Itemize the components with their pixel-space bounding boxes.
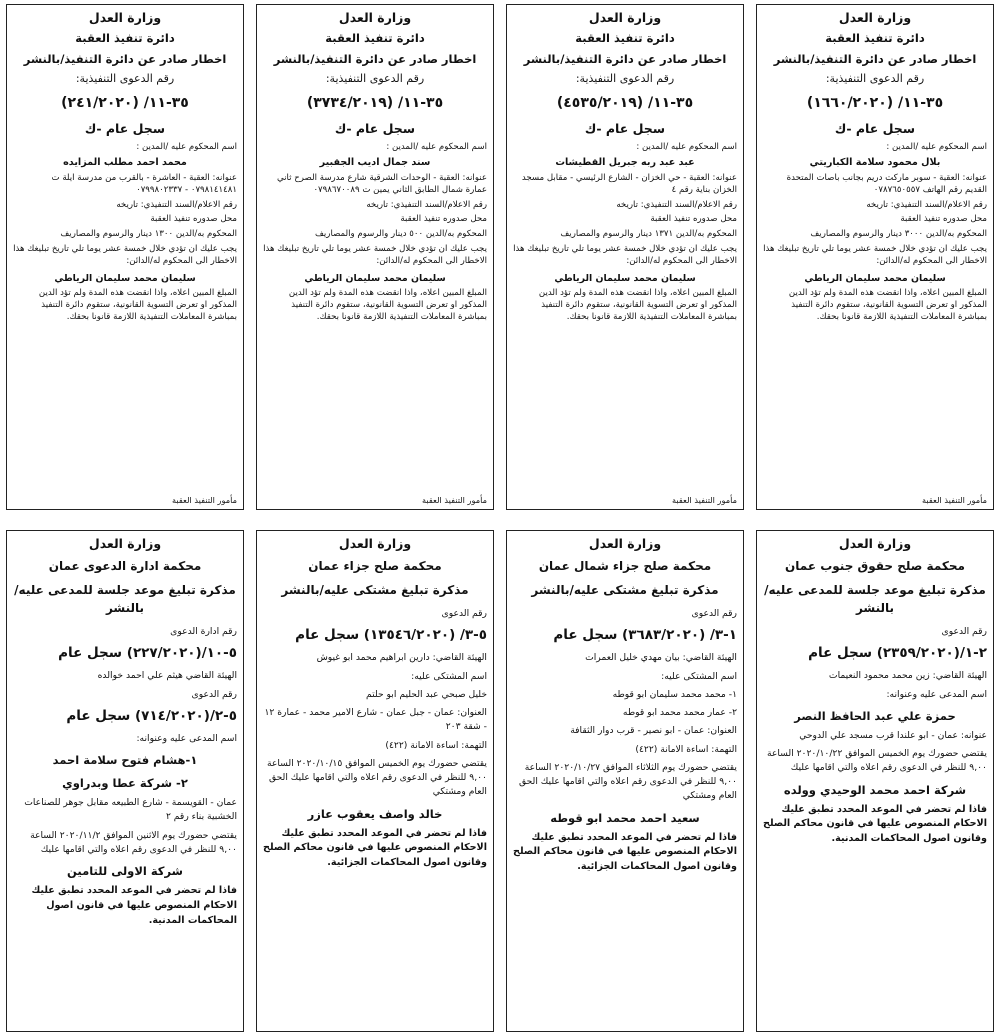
case-label: رقم الدعوى — [441, 608, 487, 619]
party-address: عنوانه: عمان - ابو علندا قرب مسجد علي الدوحي — [799, 729, 987, 741]
case-label: رقم الدعوى — [941, 626, 987, 637]
registry-type: سجل عام -ك — [84, 121, 166, 136]
defendant-label: اسم المحكوم عليه /المدين : — [636, 142, 737, 152]
case-number: ١-٣/ (٣٦٨٣/٢٠٢٠) سجل عام — [553, 627, 737, 644]
closing-text: المبلغ المبين اعلاه، واذا انقضت هذه المدة ولم تؤد الدين المذكور او تعرض التسوية القانونية، ستقوم دائرة التنفيذ بمباشرة المعاملات التنفيذية اللازمة قانونا بحقك. — [788, 287, 987, 322]
notice-title: مذكرة تبليغ موعد جلسة للمدعى عليه/بالنشر — [14, 583, 236, 615]
final-text: فاذا لم تحضر في الموعد المحدد تطبق عليك الاحكام المنصوص عليها في قانون محاكم الصلح وقانون اصول المحاكمات المدنية. — [763, 803, 987, 845]
court-name: محكمة ادارة الدعوى عمان — [48, 559, 202, 573]
judgment-amount: المحكوم به/الدين ١٣٧١ دينار والرسوم والمصاريف — [560, 229, 737, 240]
signature: مأمور التنفيذ العقبة — [672, 495, 737, 505]
party-name: ٢- شركة عطا وبدراوي — [62, 776, 188, 790]
notice-reference: رقم الاعلام/السند التنفيذي: تاريخه — [616, 199, 737, 210]
defendant-address: عنوانه: العقبة - العاشرة - بالقرب من مدرسة ايلة ت ٠٧٩٨١٤١٤٨١ - ٠٧٩٩٨٠٢٣٣٧ — [51, 172, 237, 195]
defendant-address: عنوانه: العقبة - سوبر ماركت دريم بجانب باصات المتحدة القديم رقم الهاتف ٠٧٨٧٦٥٠٥٥٧ — [786, 172, 987, 195]
summons-text: يقتضي حضورك يوم الثلاثاء الموافق ٢٠٢٠/١٠/٢٧ الساعة ٩,٠٠ للنظر في الدعوى رقم اعلاه والتي اقامها عليك الحق العام ومشتكي — [518, 761, 737, 802]
notice-title: اخطار صادر عن دائرة التنفيذ/بالنشر — [523, 52, 727, 66]
case-number-secondary: ٥-٢/(٧١٤/٢٠٢٠) سجل عام — [66, 707, 237, 724]
court-notice-card — [506, 530, 744, 1032]
case-number: ٣٥-١١/ (٤٥٣٥/٢٠١٩) — [556, 95, 694, 111]
notice-reference: رقم الاعلام/السند التنفيذي: تاريخه — [866, 199, 987, 210]
case-number: ٣٥-١١/ (٣٧٣٤/٢٠١٩) — [306, 95, 444, 111]
issue-place: محل صدوره تنفيذ العقبة — [400, 214, 487, 225]
party-name: ١- محمد محمد سليمان ابو قوطه — [612, 688, 737, 700]
notice-title: اخطار صادر عن دائرة التنفيذ/بالنشر — [273, 52, 477, 66]
case-number: ٥-٣/ (١٣٥٤٦/٢٠٢٠) سجل عام — [295, 627, 487, 644]
defendant-name: محمد احمد مطلب المزايده — [63, 156, 187, 168]
execution-notice-card — [256, 4, 494, 510]
party-label: اسم المشتكى عليه: — [411, 670, 487, 682]
charge-text: التهمة: اساءة الامانة (٤٢٢) — [385, 739, 487, 751]
ministry-title: وزارة العدل — [338, 10, 412, 25]
registry-type: سجل عام -ك — [584, 121, 666, 136]
case-label: رقم ادارة الدعوى — [170, 626, 237, 637]
case-label: رقم الدعوى التنفيذية: — [825, 72, 925, 85]
summons-text: يقتضي حضورك يوم الاثنين الموافق ٢٠٢٠/١١/٢ الساعة ٩,٠٠ للنظر في الدعوى رقم اعلاه والتي اقامها عليك — [30, 829, 237, 855]
creditor-name: سليمان محمد سليمان الرياطي — [54, 272, 196, 284]
party-name: ٢- عمار محمد محمد ابو قوطه — [622, 707, 737, 718]
ministry-title: وزارة العدل — [338, 536, 412, 551]
issue-place: محل صدوره تنفيذ العقبة — [150, 214, 237, 225]
closing-text: المبلغ المبين اعلاه، واذا انقضت هذه المدة ولم تؤد الدين المذكور او تعرض التسوية القانونية، ستقوم دائرة التنفيذ بمباشرة المعاملات التنفيذية اللازمة قانونا بحقك. — [538, 287, 737, 322]
case-label: رقم الدعوى التنفيذية: — [325, 72, 425, 85]
signature: مأمور التنفيذ العقبة — [422, 495, 487, 505]
defendant-label: اسم المحكوم عليه /المدين : — [886, 142, 987, 152]
payment-text: يجب عليك ان تؤدي خلال خمسة عشر يوما تلي تاريخ تبليغك هذا الاخطار الى المحكوم له/الدائن: — [263, 244, 487, 267]
department-title: دائرة تنفيذ العقبة — [825, 31, 925, 45]
execution-notice-card — [756, 4, 994, 510]
judge-panel: الهيئة القاضي: بيان مهدي خليل العمرات — [585, 652, 737, 664]
judge-panel: الهيئة القاضي: دارين ابراهيم محمد ابو غيوش — [316, 652, 487, 664]
creditor-name: سليمان محمد سليمان الرياطي — [304, 272, 446, 284]
case-number: ٣٥-١١/ (١٦٦٠/٢٠٢٠) — [806, 95, 944, 111]
judgment-amount: المحكوم به/الدين ٣٠٠٠ دينار والرسوم والمصاريف — [810, 229, 987, 240]
party-address: العنوان: عمان - جبل عمان - شارع الامير محمد - عمارة ١٢ - شقة ٢٠٣ — [264, 707, 487, 733]
court-name: محكمة صلح حقوق جنوب عمان — [785, 559, 965, 573]
party-address: العنوان: عمان - ابو نصير - قرب دوار الثقافة — [570, 725, 737, 737]
notice-title: مذكرة تبليغ مشتكى عليه/بالنشر — [281, 583, 469, 597]
party-address: عمان - القويسمة - شارع الطبيعه مقابل جوهر للصناعات الخشبية بناء رقم ٢ — [24, 797, 237, 823]
charge-text: التهمة: اساءة الامانة (٤٢٢) — [635, 743, 737, 755]
court-name: محكمة صلح جزاء عمان — [308, 559, 442, 573]
defendant-label: اسم المحكوم عليه /المدين : — [136, 142, 237, 152]
case-label: رقم الدعوى التنفيذية: — [75, 72, 175, 85]
notice-reference: رقم الاعلام/السند التنفيذي: تاريخه — [366, 199, 487, 210]
signature: مأمور التنفيذ العقبة — [172, 495, 237, 505]
party-label: اسم المدعى عليه وعنوانه: — [886, 688, 987, 700]
final-text: فاذا لم تحضر في الموعد المحدد تطبق عليك الاحكام المنصوص عليها في قانون محاكم الصلح وقانون اصول المحاكمات الجزائية. — [513, 831, 737, 873]
execution-notice-card — [6, 4, 244, 510]
payment-text: يجب عليك ان تؤدي خلال خمسة عشر يوما تلي تاريخ تبليغك هذا الاخطار الى المحكوم له/الدائن: — [513, 244, 737, 267]
court-notice-card — [756, 530, 994, 1032]
defendant-name: بلال محمود سلامة الكباريتي — [809, 156, 941, 168]
plaintiff-name: سعيد احمد محمد ابو قوطه — [550, 810, 700, 825]
summons-text: يقتضي حضورك يوم الخميس الموافق ٢٠٢٠/١٠/١٥ الساعة ٩,٠٠ للنظر في الدعوى رقم اعلاه والتي اقامها عليك الحق العام ومشتكي — [266, 757, 487, 798]
defendant-name: عبد عبد ربه جبريل القطيشات — [555, 156, 695, 168]
court-notices-row — [6, 530, 994, 1032]
plaintiff-name: شركة الاولى للتامين — [67, 864, 183, 878]
judge-panel: الهيئة القاضي هيثم علي احمد خوالده — [97, 670, 237, 682]
plaintiff-name: شركة احمد محمد الوحيدي وولده — [783, 782, 967, 797]
judge-panel: الهيئة القاضي: زين محمد محمود النعيمات — [828, 670, 987, 682]
department-title: دائرة تنفيذ العقبة — [325, 31, 425, 45]
judgment-amount: المحكوم به/الدين ١٣٠٠ دينار والرسوم والمصاريف — [60, 229, 237, 240]
department-title: دائرة تنفيذ العقبة — [575, 31, 675, 45]
notice-title: مذكرة تبليغ موعد جلسة للمدعى عليه/بالنشر — [764, 583, 986, 615]
final-text: فاذا لم تحضر في الموعد المحدد تطبق عليك الاحكام المنصوص عليها في قانون اصول المحاكمات المدنية. — [31, 885, 237, 926]
ministry-title: وزارة العدل — [838, 10, 912, 25]
creditor-name: سليمان محمد سليمان الرياطي — [804, 272, 946, 284]
case-number: ٥-١٠/(٢٢٧/٢٠٢٠) سجل عام — [58, 645, 237, 662]
party-label: اسم المشتكى عليه: — [661, 670, 737, 682]
party-name: ١-هشام فتوح سلامة احمد — [52, 753, 198, 767]
execution-notice-card — [506, 4, 744, 510]
court-name: محكمة صلح جزاء شمال عمان — [538, 559, 712, 573]
court-notice-card — [6, 530, 244, 1032]
issue-place: محل صدوره تنفيذ العقبة — [650, 214, 737, 225]
ministry-title: وزارة العدل — [88, 10, 162, 25]
judgment-amount: المحكوم به/الدين ٥٠٠ دينار والرسوم والمصاريف — [315, 229, 487, 240]
issue-place: محل صدوره تنفيذ العقبة — [900, 214, 987, 225]
defendant-name: سند جمال اديب الجقبير — [319, 156, 431, 168]
court-notice-card — [256, 530, 494, 1032]
defendant-label: اسم المحكوم عليه /المدين : — [386, 142, 487, 152]
final-text: فاذا لم تحضر في الموعد المحدد تطبق عليك الاحكام المنصوص عليها في قانون محاكم الصلح وقانون اصول المحاكمات الجزائية. — [263, 827, 487, 869]
case-number: ٣٥-١١/ (٢٤١/٢٠٢٠) — [61, 95, 189, 111]
notice-title: اخطار صادر عن دائرة التنفيذ/بالنشر — [773, 52, 977, 66]
party-name: خليل صبحي عبد الحليم ابو حلتم — [366, 688, 487, 700]
summons-text: يقتضي حضورك يوم الخميس الموافق ٢٠٢٠/١٠/٢٢ الساعة ٩,٠٠ للنظر في الدعوى رقم اعلاه والتي اقامها عليك — [766, 748, 987, 774]
party-label: اسم المدعى عليه وعنوانه: — [136, 732, 237, 744]
closing-text: المبلغ المبين اعلاه، واذا انقضت هذه المدة ولم تؤد الدين المذكور او تعرض التسوية القانونية، ستقوم دائرة التنفيذ بمباشرة المعاملات التنفيذية اللازمة قانونا بحقك. — [38, 287, 237, 322]
party-name: حمزة علي عبد الحافظ النصر — [794, 708, 956, 723]
notice-reference: رقم الاعلام/السند التنفيذي: تاريخه — [116, 199, 237, 210]
registry-type: سجل عام -ك — [834, 121, 916, 136]
execution-notices-row — [6, 4, 994, 510]
department-title: دائرة تنفيذ العقبة — [75, 31, 175, 45]
case-label-secondary: رقم الدعوى — [191, 688, 237, 700]
defendant-address: عنوانه: العقبة - حي الخزان - الشارع الرئيسي - مقابل مسجد الخزان بناية رقم ٤ — [521, 172, 737, 195]
case-label: رقم الدعوى التنفيذية: — [575, 72, 675, 85]
notice-title: مذكرة تبليغ مشتكى عليه/بالنشر — [531, 583, 719, 597]
defendant-address: عنوانه: العقبة - الوحدات الشرقية شارع مدرسة الصرح ثاني عمارة شمال الطابق الثاني يمين ت ٠٧٩٨٦٧٠٠٨٩ — [276, 172, 487, 195]
creditor-name: سليمان محمد سليمان الرياطي — [554, 272, 696, 284]
ministry-title: وزارة العدل — [838, 536, 912, 551]
payment-text: يجب عليك ان تؤدي خلال خمسة عشر يوما تلي تاريخ تبليغك هذا الاخطار الى المحكوم له/الدائن: — [763, 244, 987, 267]
payment-text: يجب عليك ان تؤدي خلال خمسة عشر يوما تلي تاريخ تبليغك هذا الاخطار الى المحكوم له/الدائن: — [13, 244, 237, 267]
ministry-title: وزارة العدل — [588, 536, 662, 551]
signature: مأمور التنفيذ العقبة — [922, 495, 987, 505]
ministry-title: وزارة العدل — [588, 10, 662, 25]
registry-type: سجل عام -ك — [334, 121, 416, 136]
case-label: رقم الدعوى — [691, 608, 737, 619]
notice-title: اخطار صادر عن دائرة التنفيذ/بالنشر — [23, 52, 227, 66]
closing-text: المبلغ المبين اعلاه، واذا انقضت هذه المدة ولم تؤد الدين المذكور او تعرض التسوية القانونية، ستقوم دائرة التنفيذ بمباشرة المعاملات التنفيذية اللازمة قانونا بحقك. — [288, 287, 487, 322]
plaintiff-name: خالد واصف يعقوب عازر — [307, 806, 443, 821]
case-number: ٢-١/(٢٣٥٩/٢٠٢٠) سجل عام — [808, 645, 987, 662]
ministry-title: وزارة العدل — [88, 536, 162, 551]
